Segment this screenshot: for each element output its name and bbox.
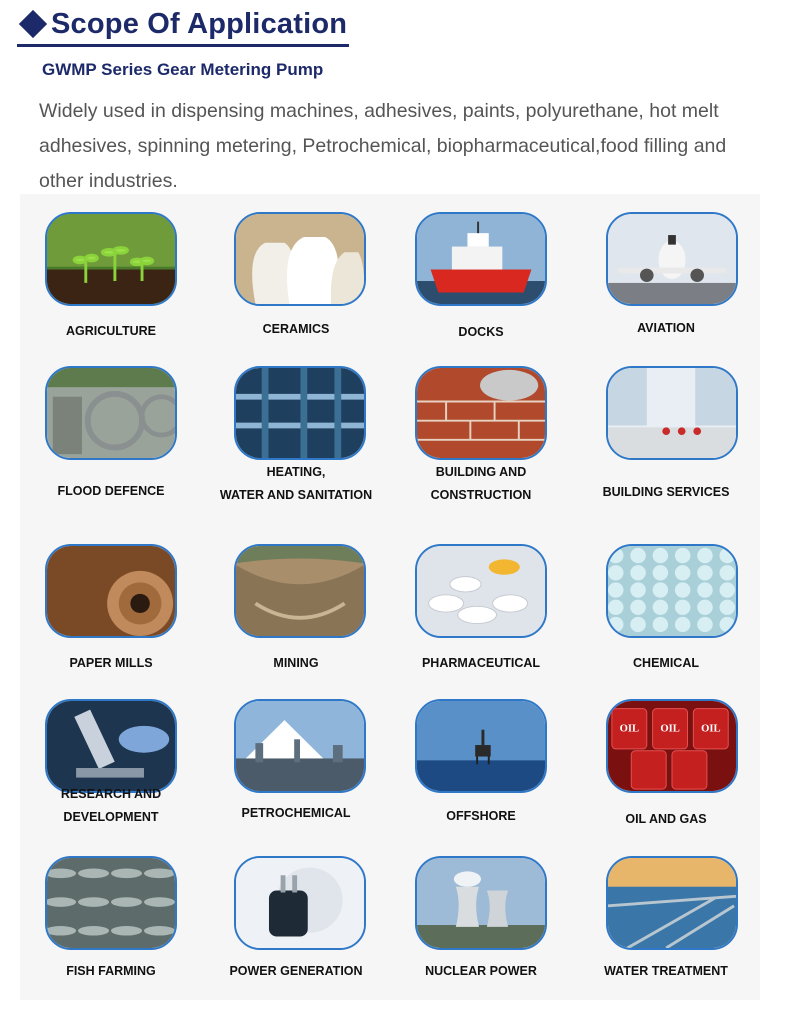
- industry-label-line: PAPER MILLS: [69, 656, 153, 670]
- industry-label: [575, 481, 757, 504]
- industry-grid: [20, 194, 760, 1000]
- industry-label-line: BUILDING SERVICES: [602, 485, 730, 499]
- industry-label-line: CONSTRUCTION: [430, 488, 532, 502]
- industry-label-line: PETROCHEMICAL: [241, 806, 351, 820]
- industry-label: [20, 480, 202, 503]
- oil-gas-photo: [606, 699, 738, 793]
- svg-text:OIL: OIL: [660, 723, 680, 735]
- product-subtitle: GWMP Series Gear Metering Pump: [42, 60, 324, 79]
- pharmaceutical-photo: [415, 544, 547, 638]
- nuclear-power-photo: [415, 856, 547, 950]
- petrochemical-photo: [234, 699, 366, 793]
- paper-mills-photo: [45, 544, 177, 638]
- industry-label-line: POWER GENERATION: [229, 964, 363, 978]
- svg-text:OIL: OIL: [619, 723, 640, 735]
- diamond-icon: [19, 10, 47, 38]
- research-photo: [45, 699, 177, 793]
- power-generation-photo: [234, 856, 366, 950]
- industry-label: [575, 317, 757, 340]
- industry-label: [390, 652, 572, 675]
- industry-label-line: HEATING,: [266, 465, 326, 479]
- industry-label-line: MINING: [273, 656, 319, 670]
- industry-label: [205, 318, 387, 341]
- industry-label-line: WATER AND SANITATION: [219, 488, 373, 502]
- flood-defence-photo: [45, 366, 177, 460]
- industry-label-line: OIL AND GAS: [625, 812, 707, 826]
- industry-label-line: AVIATION: [637, 321, 695, 335]
- aviation-photo: [606, 212, 738, 306]
- industry-label-line: CERAMICS: [262, 322, 330, 336]
- agriculture-photo: [45, 212, 177, 306]
- industry-label: [575, 808, 757, 831]
- building-photo: [415, 366, 547, 460]
- industry-label-line: RESEARCH AND: [60, 787, 162, 801]
- industry-label-line: AGRICULTURE: [65, 324, 157, 338]
- industry-label-line: CHEMICAL: [633, 656, 699, 670]
- industry-label: [205, 802, 387, 825]
- water-treatment-photo: [606, 856, 738, 950]
- industry-label-line: DEVELOPMENT: [63, 810, 159, 824]
- industry-label: [205, 652, 387, 675]
- industry-label: [205, 960, 387, 983]
- industry-label: [20, 960, 202, 983]
- industry-label: [575, 960, 757, 983]
- industry-label: [575, 652, 757, 675]
- chemical-photo: [606, 544, 738, 638]
- mining-photo: [234, 544, 366, 638]
- offshore-photo: [415, 699, 547, 793]
- industry-label: [390, 805, 572, 828]
- industry-label: [20, 783, 202, 829]
- industry-label-line: WATER TREATMENT: [604, 964, 728, 978]
- industry-label-line: BUILDING AND: [435, 465, 527, 479]
- industry-label: [20, 652, 202, 675]
- industry-label: [20, 320, 202, 343]
- industry-label-line: NUCLEAR POWER: [425, 964, 537, 978]
- svg-text:OIL: OIL: [701, 723, 721, 735]
- heating-photo: [234, 366, 366, 460]
- docks-photo: [415, 212, 547, 306]
- fish-farming-photo: [45, 856, 177, 950]
- industry-label-line: FISH FARMING: [66, 964, 156, 978]
- industry-label: [390, 321, 572, 344]
- section-heading: [17, 4, 349, 47]
- heading-text: Scope Of Application: [51, 7, 348, 40]
- industry-label: [390, 960, 572, 983]
- building-services-photo: [606, 366, 738, 460]
- description-paragraph: Widely used in dispensing machines, adhesives, paints, polyurethane, hot melt adhesives, spinning metering, Petrochemical, biopharmaceutical,food filling and other industries.: [39, 100, 727, 192]
- ceramics-photo: [234, 212, 366, 306]
- industry-label-line: FLOOD DEFENCE: [57, 484, 165, 498]
- industry-label-line: DOCKS: [458, 325, 504, 339]
- industry-label: [205, 461, 387, 507]
- industry-label-line: OFFSHORE: [446, 809, 516, 823]
- industry-label-line: PHARMACEUTICAL: [421, 656, 541, 670]
- industry-label: [390, 461, 572, 507]
